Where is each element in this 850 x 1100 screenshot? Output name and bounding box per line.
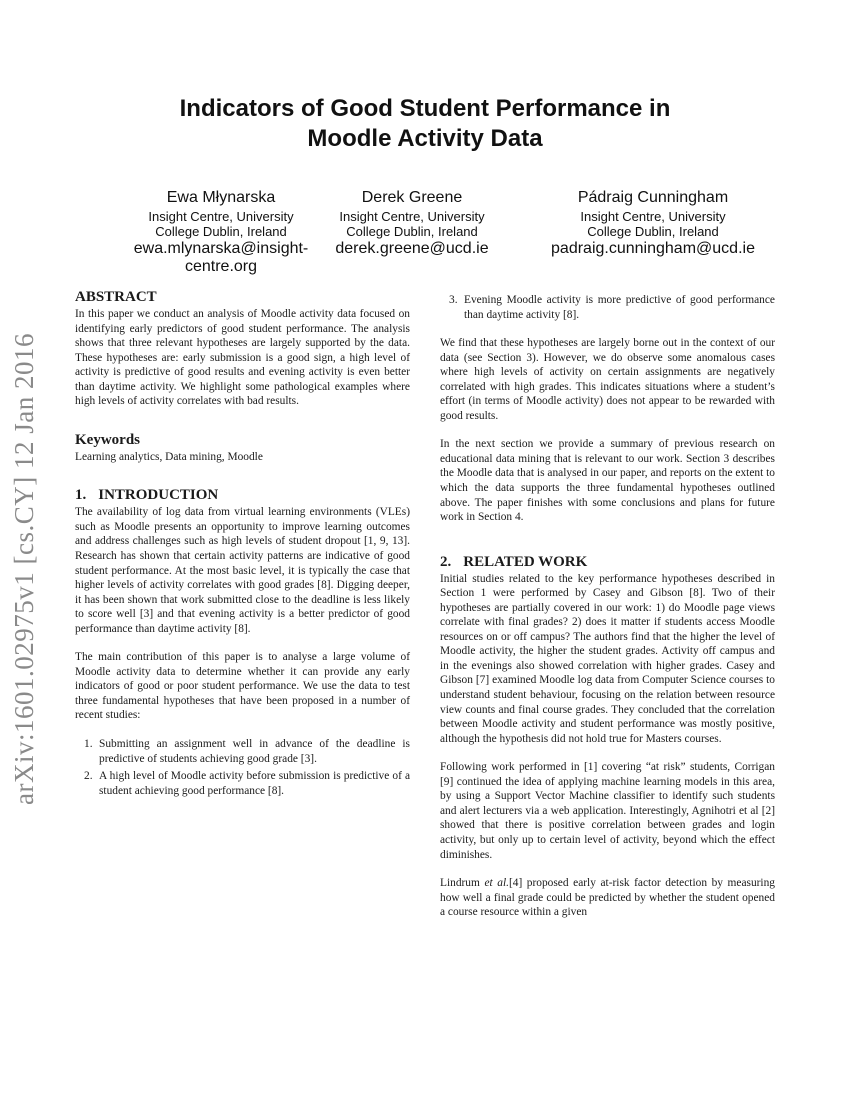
keywords-text: Learning analytics, Data mining, Moodle (75, 450, 263, 463)
author-email-line-1: ewa.mlynarska@insight- (133, 240, 309, 257)
author-block-3 (533, 187, 773, 258)
author-affiliation-line-1: Insight Centre, University (148, 209, 294, 224)
author-email-line-2: centre.org (184, 258, 258, 275)
left-column (75, 288, 410, 812)
introduction-paragraph-3: We find that these hypotheses are largely borne out in the context of our data (see Section 3). However, we do observe some anomalous cases where high levels of activity on certain assignments are negatively correlated with high grades. This indicates situations where a student’s effort (in terms of Moodle activity) does not appear to be rewarded with good results. (440, 337, 775, 422)
hypotheses-list-continued (440, 293, 775, 322)
list-item-number: 2. (84, 770, 93, 783)
list-item-number: 1. (84, 738, 93, 751)
related-work-paragraph-2: Following work performed in [1] covering “at risk” students, Corrigan [9] continued the idea of applying machine learning models in this area, by using a Support Vector Machine classifier to identify such students and alert lecturers via a web application. Interestingly, Agnihotri et al [2] showed that there is positive correlation between grades and login activity, but only up to certain level of activity, beyond which the effect diminishes. (440, 761, 775, 861)
et-al-italic: et al. (484, 877, 509, 890)
section-number: 1. (75, 487, 87, 504)
introduction-paragraph-2: The main contribution of this paper is to analyse a large volume of Moodle activity data to determine whether it can provide any early indicators of good or poor student performance. We use the data to test three fundamental hypotheses that have been proposed in a number of recent studies: (75, 651, 410, 722)
author-block-1 (111, 187, 331, 276)
section-title: INTRODUCTION (98, 487, 219, 504)
related-work-paragraph-1: Initial studies related to the key performance hypotheses described in Section 1 were performed by Casey and Gibson [8]. Two of their hypotheses are partially covered in our work: 1) do Moodle page views correlate with final grades? 2) does it matter if students access Moodle resources on or off campus? The authors find that the higher the level of Moodle activity, the higher the student grades. Activity off campus and in the evenings also showed correlation with higher grades. Casey and Gibson [7] examined Moodle log data from Computer Science courses to understand student behaviour, focusing on the relation between resource view counts and final course grades. They concluded that the correlation between Moodle activity and student performance was mostly positive, although the hypothesis did not hold true for Masters courses. (440, 572, 775, 745)
paper-title-line-1: Indicators of Good Student Performance in (179, 95, 671, 122)
author-block-2 (322, 187, 502, 258)
list-item-number: 3. (449, 294, 458, 306)
abstract-text: In this paper we conduct an analysis of Moodle activity data focused on identifying early predictors of good student performance. The analysis shows that three relevant hypotheses are largely supported by the data. These hypotheses are: early submission is a good sign, a high level of activity is predictive of good results and evening activity is even better than daytime activity. We highlight some pathological examples where high levels of activity correlates with bad results. (75, 308, 410, 408)
related-work-paragraph-3 (440, 876, 775, 920)
author-email: derek.greene@ucd.ie (335, 240, 489, 257)
author-affiliation-line-1: Insight Centre, University (580, 209, 726, 224)
introduction-paragraph-4: In the next section we provide a summary of previous research on educational data mining that is relevant to our work. Section 3 describes the Moodle data that is analysed in our paper, and reports on the extent to which the data supports the three fundamental hypotheses outlined above. The paper finishes with some conclusions and plans for future work in Section 4. (440, 438, 775, 524)
keywords-heading: Keywords (75, 431, 140, 448)
list-item (75, 769, 410, 798)
list-item (440, 293, 775, 322)
related-work-heading (440, 553, 775, 571)
author-name: Pádraig Cunningham (577, 189, 729, 206)
author-email: padraig.cunningham@ucd.ie (551, 240, 755, 257)
author-name: Derek Greene (361, 189, 463, 206)
author-affiliation-line-2: College Dublin, Ireland (155, 224, 287, 239)
section-title: RELATED WORK (463, 553, 588, 570)
introduction-heading (75, 486, 410, 504)
author-name: Ewa Młynarska (166, 189, 276, 206)
author-affiliation-line-1: Insight Centre, University (339, 209, 485, 224)
arxiv-identifier-stamp (2, 295, 46, 805)
author-email (111, 240, 331, 276)
list-item-text: Evening Moodle activity is more predictive of good performance than daytime activity [8]. (464, 294, 775, 321)
list-item (75, 737, 410, 766)
section-number: 2. (440, 553, 452, 570)
arxiv-identifier-text: arXiv:1601.02975v1 [cs.CY] 12 Jan 2016 (9, 333, 39, 805)
author-affiliation-line-2: College Dublin, Ireland (346, 224, 478, 239)
paper-title-line-2: Moodle Activity Data (307, 125, 543, 152)
hypotheses-list (75, 737, 410, 798)
paper-title (80, 94, 770, 154)
cited-author: Lindrum (440, 877, 480, 890)
abstract-heading: ABSTRACT (75, 289, 157, 305)
list-item-text: A high level of Moodle activity before submission is predictive of a student achieving good performance [8]. (99, 770, 410, 797)
introduction-paragraph-1: The availability of log data from virtual learning environments (VLEs) such as Moodle presents an opportunity to improve learning outcomes and address challenges such as high levels of student dropout [1, 9, 13]. Research has shown that certain activity patterns are indicative of good student performance. At the most basic level, it is typically the case that higher levels of activity correlates with good grades [8]. Digging deeper, it has been shown that work submitted close to the deadline is less likely to score well [3] and that evening activity is a better predictor of good performance than daytime activity [8]. (75, 506, 410, 635)
author-affiliation-line-2: College Dublin, Ireland (587, 224, 719, 239)
list-item-text: Submitting an assignment well in advance of the deadline is predictive of students achieving good grade [3]. (99, 738, 410, 765)
paragraph-rest: [4] proposed early at-risk factor detection by measuring how well a final grade could be predicted by whether the student opened a course resource within a given (440, 877, 775, 919)
right-column (440, 293, 775, 934)
